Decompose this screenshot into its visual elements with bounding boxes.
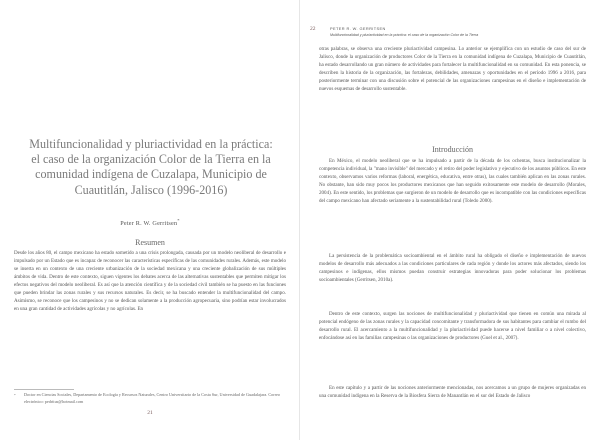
abstract-continuation: otras palabras, se observa una creciente pluriactividad campesina. Lo anterior se ejemplifica con un estudio de caso del sur de Jalisco, donde la organización de productores Color de la Tierra en la comunidad indígena de Cuzalapa, Municipio de Cuautitlán, ha estado desarrollando un gran número de actividades para fortalecer la multifuncionalidad en su comunidad. En esta ponencia, se describen la historia de la organización, las fortalezas, debilidades, amenazas y oportunidades en el período 1996 a 2016, para posteriormente terminar con una discusión sobre el potencial de las organizaciones campesinas en el diseño e implementación de nuevos esquemas de desarrollo sustentable. [319, 46, 586, 93]
footnote-text: Doctor en Ciencias Sociales, Departamento de Ecología y Recursos Naturales, Centro Universitario de la Costa Sur, Universidad de Guadalajara. Correo electrónico: pedritus@hotmail.com [24, 392, 281, 404]
abstract-text: Desde los años 80, el campo mexicano ha estado sometido a una crisis prolongada, causada por un modelo neoliberal de desarrollo e impulsado por un Estado que es incapaz de reconocer las características específicas de las comunidades rurales. Además, este modelo se inserta en un contexto de una creciente urbanización de la sociedad mexicana y una creciente globalización de sus múltiples ámbitos de vida. Dentro de este contexto, siguen vigentes los debates acerca de las alternativas sustentables que permiten mitigar los efectos negativos del modelo neoliberal. Es así que la atención científica y de la sociedad civil también se ha puesto en las funciones que pueden brindar las zonas rurales y sus recursos naturales. Es decir, se ha buscado entender la multifuncionalidad del campo. Asimismo, se reconoce que los campesinos y no se dedican solamente a la producción agropecuaria, sino podrían estar involucrados en una gran cantidad de actividades agrícolas y no agrícolas. En [14, 250, 286, 313]
introduction-heading: Introducción [432, 145, 473, 154]
body-paragraph: En México, el modelo neoliberal que se ha impulsado a partir de la década de los ochentas, busca institucionalizar la competencia individual, la "mano invisible" del mercado y el retiro del poder legislativo y ejecutivo de los asuntos públicos. En este contexto, observamos varios reformas (laboral, energética, educativa, entre otras), las cuales también aplican en las zonas rurales. No obstante, han sido muy pocos los productores mexicanos que han seguido exitosamente este modelo de desarrollo (Morales, 2004). En este sentido, los problemas que surgieron de un modelo de desarrollo que es incompatible con las condiciones específicas del campo mexicano han afectado seriamente a la sustentabilidad rural (Toledo 2000). [319, 158, 586, 205]
body-paragraph: Dentro de este contexto, surgen las nociones de multifuncionalidad y pluriactividad que tienen en común una mirada al potencial endógeno de las zonas rurales y la capacidad concomitante y transformadora de sus habitantes para cambiar el rumbo del desarrollo rural. El acercamiento a la multifuncionalidad y la pluriactividad puede hacerse a nivel familiar o a nivel colectivo, enfocándose así en las familias campesinas o las organizaciones de productores (Guel et al., 2007). [319, 311, 586, 342]
page-number-right: 22 [310, 26, 316, 32]
running-head-author: PETER R. W. GERRITSEN [330, 26, 386, 31]
author-footnote-mark: * [177, 218, 180, 223]
page-number-left: 21 [147, 410, 153, 416]
body-paragraph: En este capítulo y a partir de las nociones anteriormente mencionadas, nos acercamos a un grupo de mujeres organizadas en una comunidad indígena en la Reserva de la Biosfera Sierra de Manantlán en el sur del Estado de Jalisco [319, 385, 586, 400]
footnote [14, 392, 284, 405]
footnote-rule [14, 389, 74, 390]
author-line [15, 218, 285, 227]
body-paragraph: La persistencia de la problemática socioambiental en el ámbito rural ha obligado el diseño e implementación de nuevos modelos de desarrollo más adecuados a las condiciones particulares de cada región y donde los actores más afectados, siendo los campesinos e indígenas, ellos mismos puedan construir estrategias innovadoras para poder solucionar los problemas socioambientales (Gerritsen, 2010a). [319, 253, 586, 284]
abstract-heading: Resumen [135, 238, 165, 247]
running-head [330, 26, 590, 38]
author-name: Peter R. W. Gerritsen [120, 220, 178, 228]
running-head-title: Multifuncionalidad y pluriactividad en la práctica: el caso de la organización Color de la Tierra [330, 33, 479, 37]
chapter-title: Multifuncionalidad y pluriactividad en la práctica: el caso de la organización Color de la Tierra en la comunidad indígena de Cuzalapa, Municipio de Cuautitlán, Jalisco (1996-2016) [29, 137, 273, 197]
footnote-mark: * [14, 393, 16, 397]
